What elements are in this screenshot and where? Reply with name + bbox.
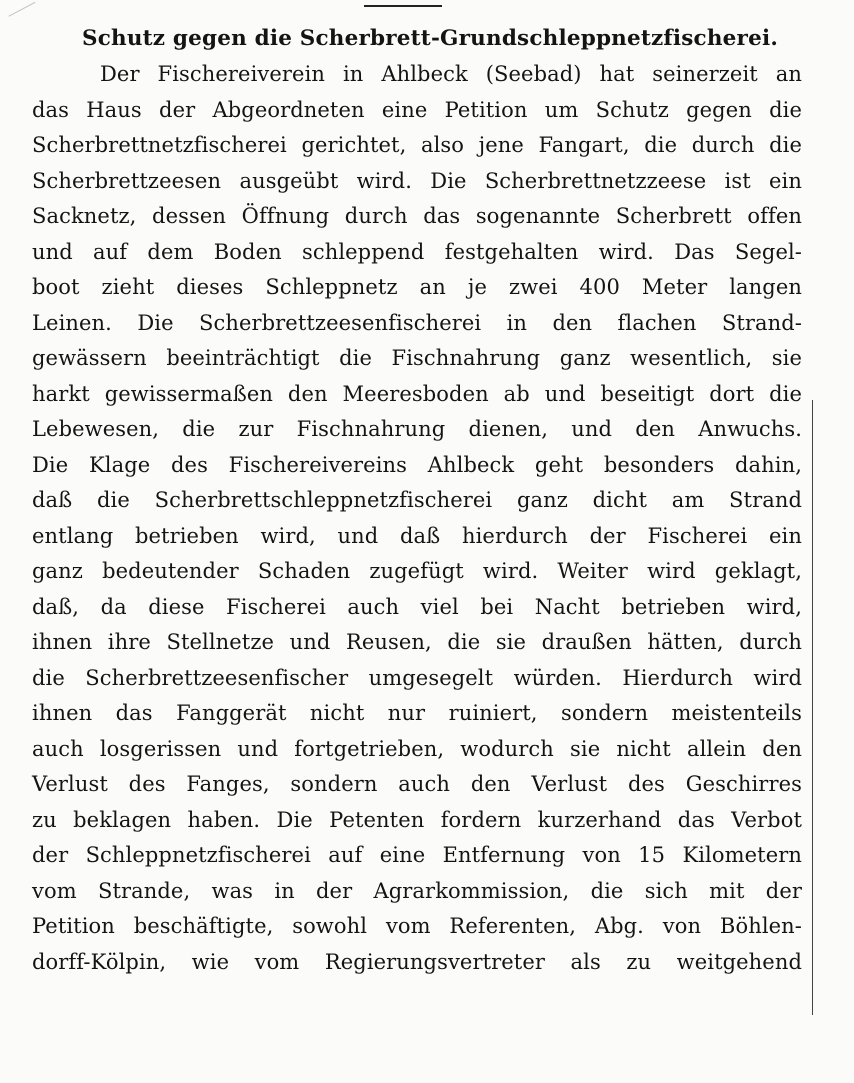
text-line: entlang betrieben wird, und daß hierdurch der Fischerei ein: [32, 523, 802, 548]
text-line: ihnen ihre Stellnetze und Reusen, die sie draußen hätten, durch: [32, 630, 802, 654]
text-line: Verlust des Fanges, sondern auch den Verlust des Geschirres: [32, 772, 802, 796]
text-line: boot zieht dieses Schleppnetz an je zwei 400 Meter langen: [32, 275, 802, 299]
text-line: daß die Scherbrettschleppnetzfischerei ganz dicht am Strand: [32, 488, 802, 512]
text-line: Leinen. Die Scherbrettzeesenfischerei in den flachen Strand-: [32, 310, 802, 335]
column-divider: [812, 400, 813, 1015]
text-line: daß, da diese Fischerei auch viel bei Nacht betrieben wird,: [32, 594, 802, 619]
top-divider: [364, 5, 442, 7]
text-line: Sacknetz, dessen Öffnung durch das sogenannte Scherbrett offen: [32, 204, 802, 228]
text-line: Scherbrettzeesen ausgeübt wird. Die Scherbrettnetzzeese ist ein: [32, 168, 802, 193]
text-line: dorff-Kölpin, wie vom Regierungsvertreter als zu weitgehend: [32, 949, 802, 974]
text-line: und auf dem Boden schleppend festgehalten wird. Das Segel-: [32, 239, 802, 264]
article-body: [32, 57, 802, 980]
text-line: ganz bedeutender Schaden zugefügt wird. Weiter wird geklagt,: [32, 559, 802, 583]
text-line: zu beklagen haben. Die Petenten fordern kurzerhand das Verbot: [32, 807, 802, 832]
text-line: Scherbrettnetzfischerei gerichtet, also jene Fangart, die durch die: [32, 133, 802, 157]
text-line: Petition beschäftigte, sowohl vom Referenten, Abg. von Böhlen-: [32, 914, 802, 938]
text-line: gewässern beeinträchtigt die Fischnahrung ganz wesentlich, sie: [32, 346, 802, 370]
scan-corner-mark: [0, 0, 35, 17]
text-line: die Scherbrettzeesenfischer umgesegelt würden. Hierdurch wird: [32, 665, 802, 690]
text-line: ihnen das Fanggerät nicht nur ruiniert, sondern meistenteils: [32, 701, 802, 725]
article-heading: Schutz gegen die Scherbrett-Grundschleppnetzfischerei.: [81, 26, 779, 51]
text-line: der Schleppnetzfischerei auf eine Entfernung von 15 Kilometern: [32, 843, 802, 867]
text-line: Die Klage des Fischereivereins Ahlbeck geht besonders dahin,: [32, 452, 802, 477]
text-line: das Haus der Abgeordneten eine Petition um Schutz gegen die: [32, 97, 802, 122]
text-line: Der Fischereiverein in Ahlbeck (Seebad) hat seinerzeit an: [100, 62, 802, 86]
text-line: vom Strande, was in der Agrarkommission, die sich mit der: [32, 878, 802, 903]
text-line: auch losgerissen und fortgetrieben, wodurch sie nicht allein den: [32, 736, 802, 761]
text-line: harkt gewissermaßen den Meeresboden ab und beseitigt dort die: [32, 381, 802, 406]
text-line: Lebewesen, die zur Fischnahrung dienen, und den Anwuchs.: [32, 417, 802, 441]
